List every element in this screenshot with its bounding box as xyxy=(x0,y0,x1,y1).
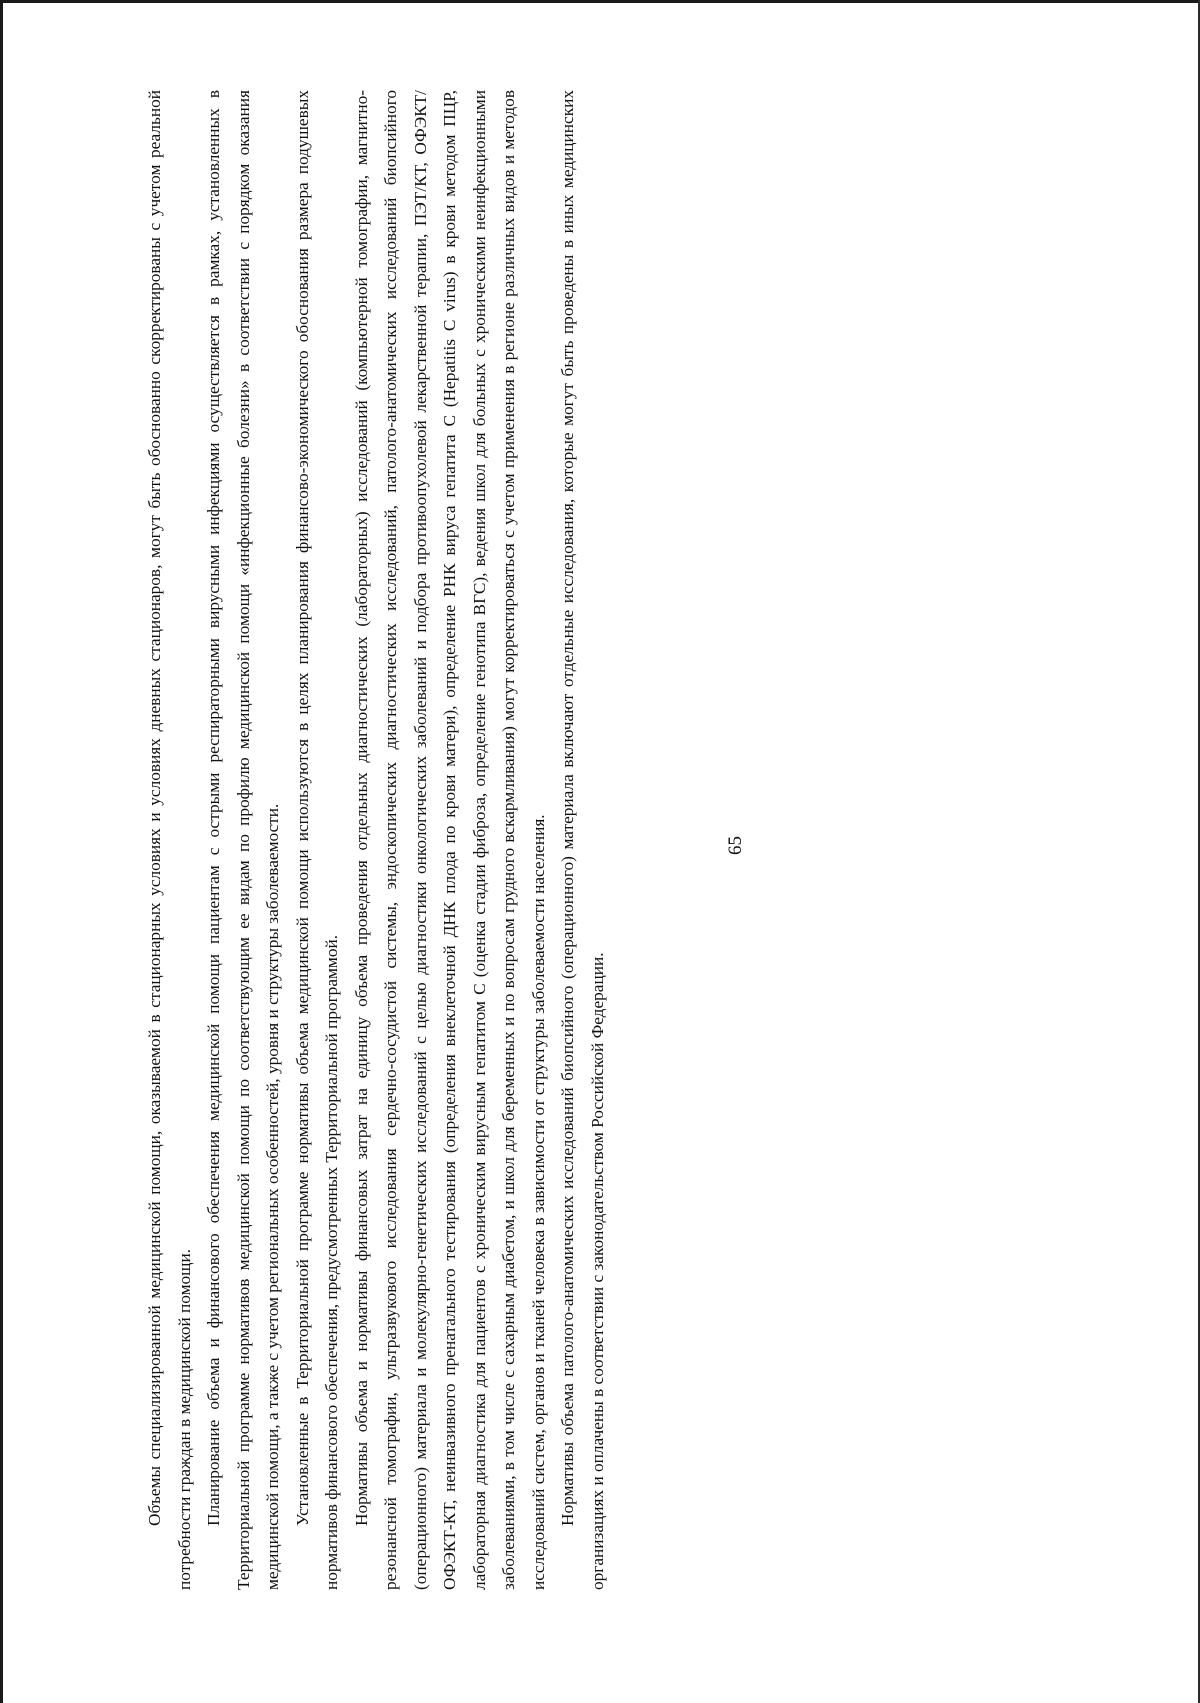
scan-edge-left xyxy=(0,0,3,1703)
page-number-area xyxy=(725,150,765,1550)
body-text xyxy=(140,90,612,1590)
paragraph: Установленные в Территориальной программе нормативы объема медицинской помощи используются в целях планирования финансово-экономического обоснования размера подушевых нормативов финансового обеспечения, предусмотренных Территориальной программой. xyxy=(292,90,341,1590)
scan-edge-top xyxy=(0,0,1200,3)
paragraph: Нормативы объема патолого-анатомических исследований биопсийного (операционного) материала включают отдельные исследования, которые могут быть проведены в иных медицинских организациях и оплачены в соответствии с законодательством Российской Федерации. xyxy=(558,90,607,1590)
rotated-text-block xyxy=(140,90,700,1590)
paragraph: Нормативы объема и нормативы финансовых затрат на единицу объема проведения отдельных диагностических (лабораторных) исследований (компьютерной томографии, магнитно-резонансной томографии, ультразвукового исследования сердечно-сосудистой системы, эндоскопических диагностических исследований, патолого-анатомических исследований биопсийного (операционного) материала и молекулярно-генетических исследований с целью диагностики онкологических заболеваний и подбора противоопухолевой лекарственной терапии, ПЭТ/КТ, ОФЭКТ/ОФЭКТ-КТ, неинвазивного пренатального тестирования (определения внеклеточной ДНК плода по крови матери), определение РНК вируса гепатита С (Hepatitis C virus) в крови методом ПЦР, лабораторная диагностика для пациентов с хроническим вирусным гепатитом С (оценка стадии фиброза, определение генотипа ВГС), ведения школ для больных с хроническими неинфекционными заболеваниями, в том числе с сахарным диабетом, и школ для беременных и по вопросам грудного вскармливания) могут корректироваться с учетом применения в регионе различных видов и методов исследований систем, органов и тканей человека в зависимости от структуры заболеваемости населения. xyxy=(351,90,548,1590)
paragraph: Объемы специализированной медицинской помощи, оказываемой в стационарных условиях и условиях дневных стационаров, могут быть обоснованно скорректированы с учетом реальной потребности граждан в медицинской помощи. xyxy=(145,90,194,1590)
page-number: 65 xyxy=(725,836,746,855)
paragraph: Планирование объема и финансового обеспечения медицинской помощи пациентам с острыми респираторными вирусными инфекциями осуществляется в рамках, установленных в Территориальной программе нормативов медицинской помощи по соответствующим ее видам по профилю медицинской помощи «инфекционные болезни» в соответствии с порядком оказания медицинской помощи, а также с учетом региональных особенностей, уровня и структуры заболеваемости. xyxy=(204,90,282,1590)
document-page xyxy=(140,90,720,1590)
